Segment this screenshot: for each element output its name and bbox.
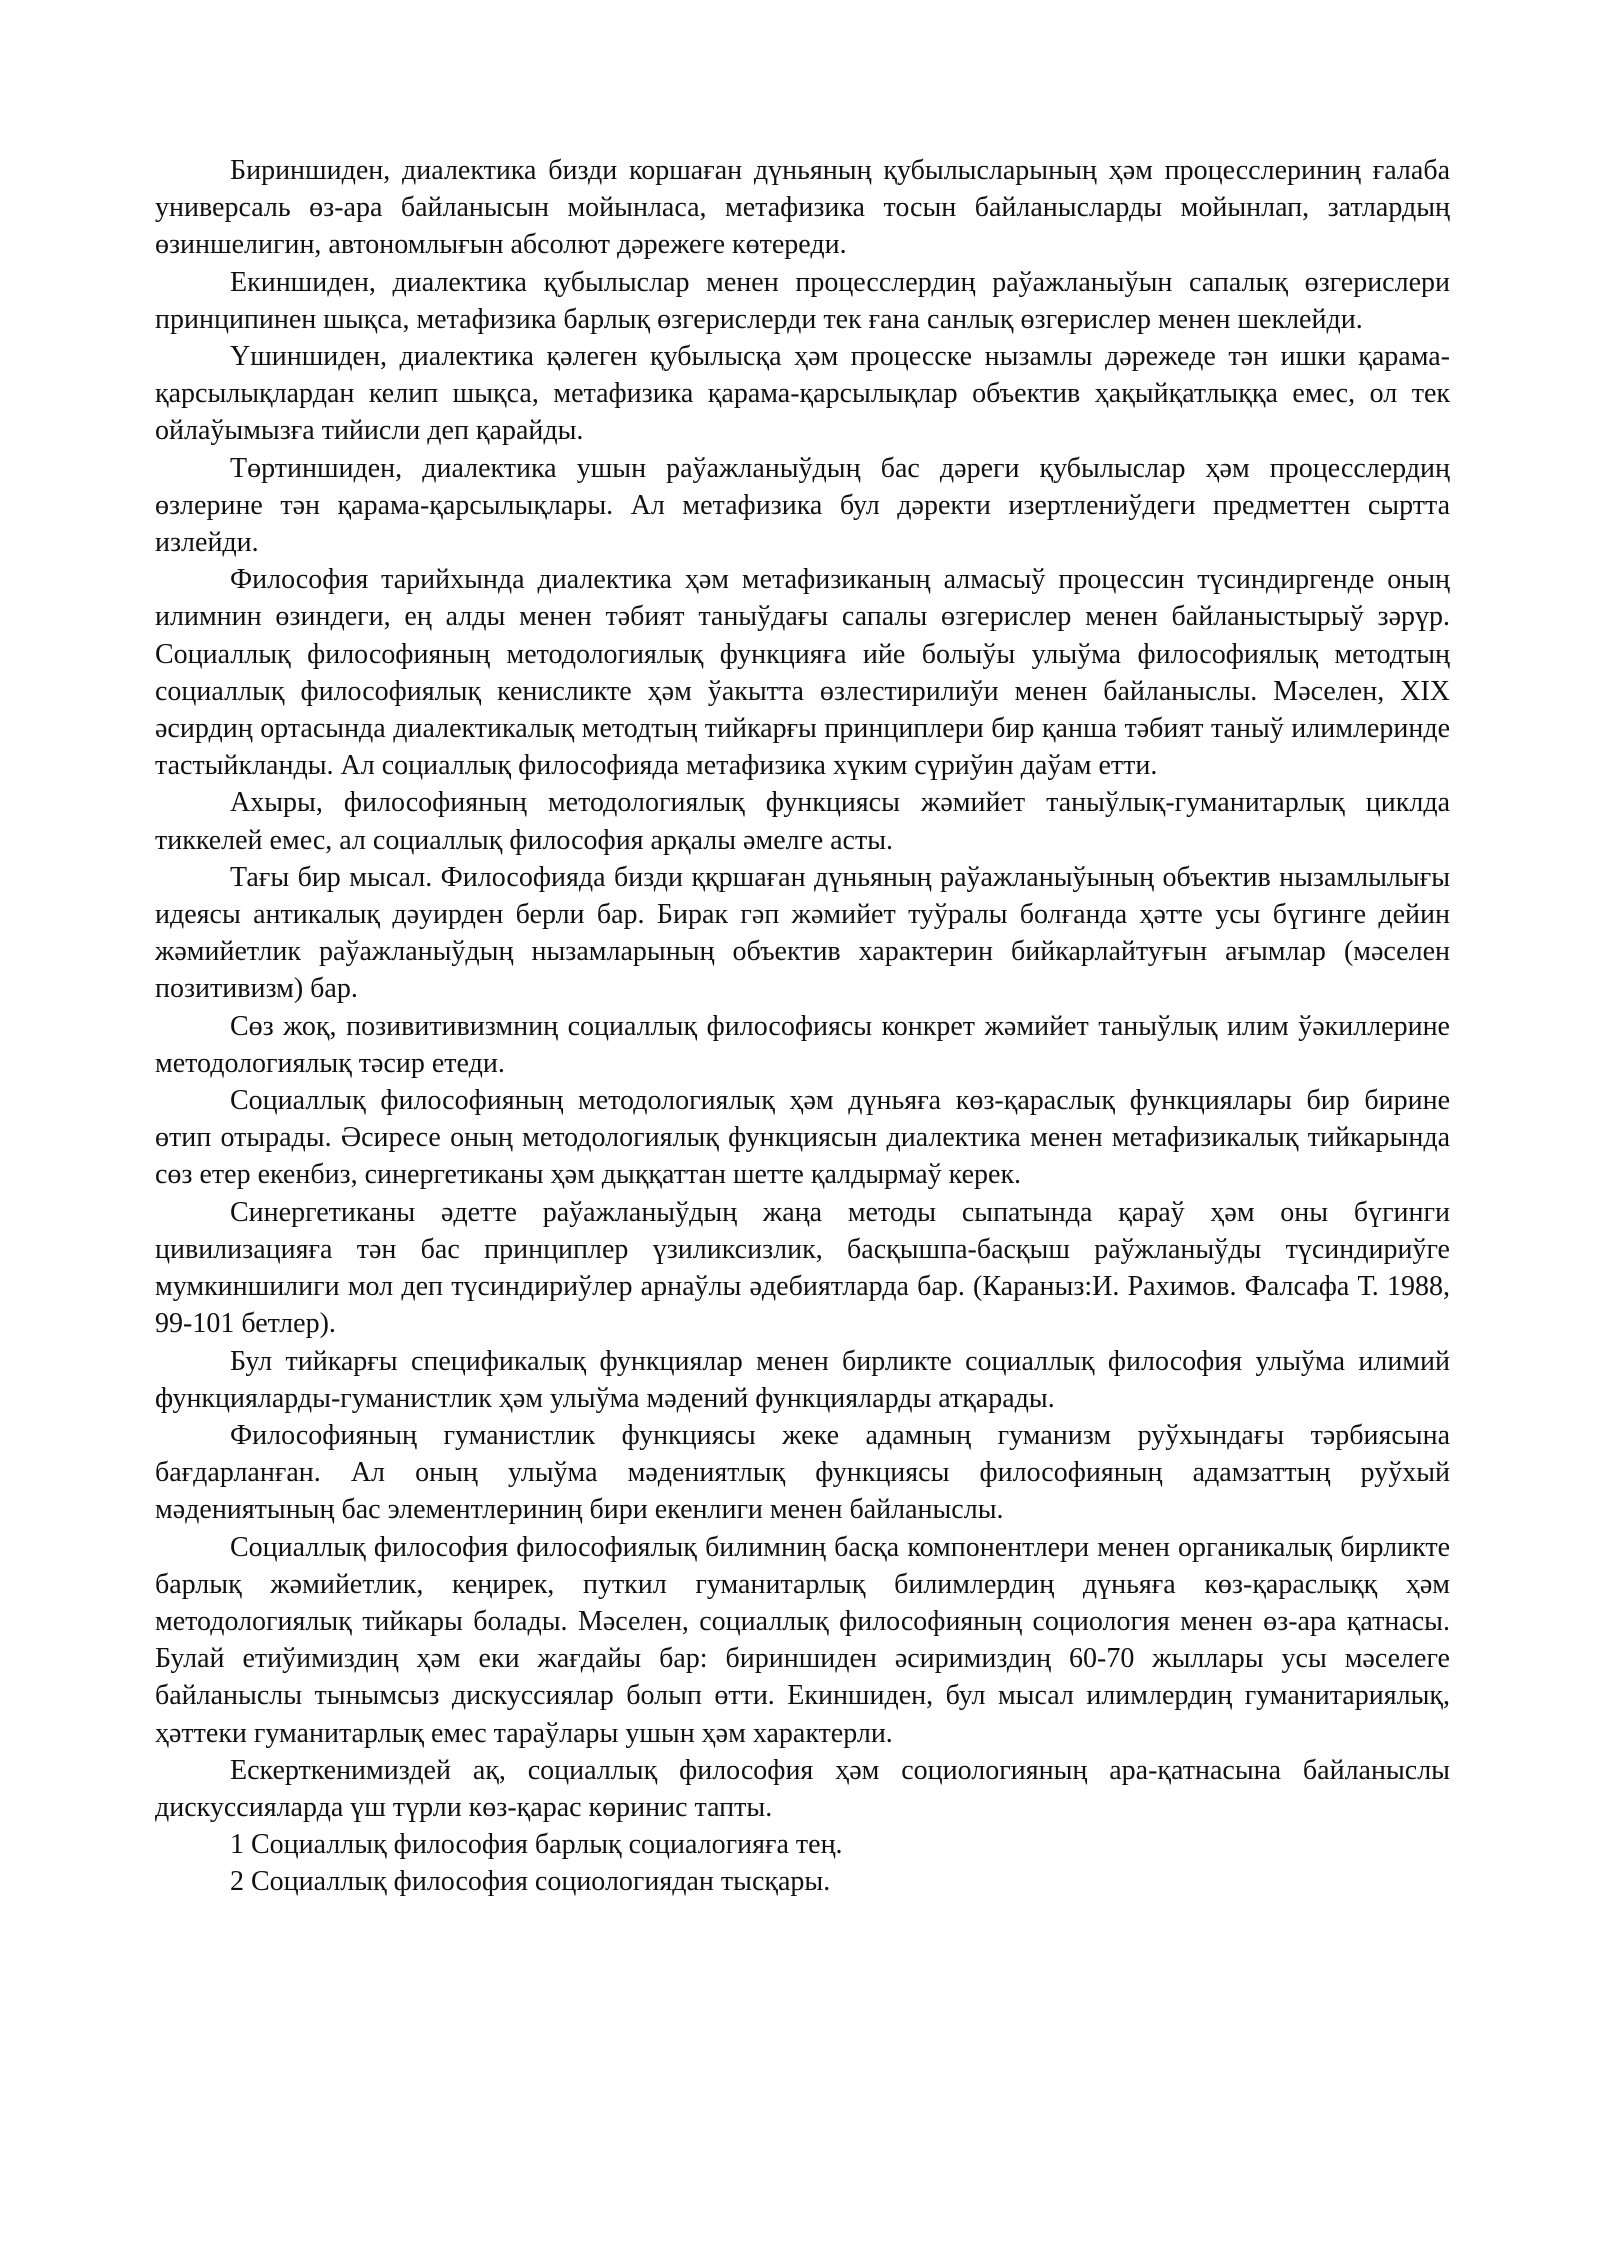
list-item-2: 2 Социаллық философия социологиядан тысқары. (230, 1866, 831, 1898)
paragraph-13: Социаллық философия философиялық билимниң басқа компонентлери менен органикалық бирликте барлық жәмийетлик, кеңирек, путкил гуманитарлық билимлердиң дүньяға көз-қараслыққ ҳәм методологиялық тийкары болады. Мәселен, социаллық философияның социология менен өз-ара қатнасы. Булай етиўимиздиң ҳәм еки жағдайы бар: бириншиден әсиримиздиң 60-70 жыллары усы мәселеге байланыслы тынымсыз дискуссиялар болып өтти. Екиншиден, бул мысал илимлердиң гуманитариялық, ҳәттеки гуманитарлық емес тараўлары ушын ҳәм характерли. (155, 1531, 1450, 1749)
paragraph-5: Философия тарийхында диалектика ҳәм метафизиканың алмасыў процессин түсиндиргенде оның илимнин өзиндеги, ең алды менен тәбият таныўдағы сапалы өзгерислер менен байланыстырыў зәрүр. Социаллық философияның методологиялық функцияға ийе болыўы улыўма философиялық методтың социаллық философиялық кенисликте ҳәм ўакытта өзлестирилиўи менен байланыслы. Мәселен, XIX әсирдиң ортасында диалектикалық методтың тийкарғы принциплери бир қанша тәбият таныў илимлеринде тастыйкланды. Ал социаллық философияда метафизика хүким сүриўин даўам етти. (155, 564, 1450, 782)
paragraph-8: Сөз жоқ, позивитивизмниң социаллық философиясы конкрет жәмийет таныўлық илим ўәкиллерине методологиялық тәсир етеди. (155, 1010, 1450, 1079)
paragraph-4: Төртиншиден, диалектика ушын раўажланыўдың бас дәреги қубылыслар ҳәм процесслердиң өзлерине тән қарама-қарсылықлары. Ал метафизика бул дәректи изертлениўдеги предметтен сыртта излейди. (155, 452, 1450, 559)
paragraph-6: Ахыры, философияның методологиялық функциясы жәмийет таныўлық-гуманитарлық циклда тиккелей емес, ал социаллық философия арқалы әмелге асты. (155, 787, 1450, 856)
paragraph-10: Синергетиканы әдетте раўажланыўдың жаңа методы сыпатында қараў ҳәм оны бүгинги цивилизацияға тән бас принциплер үзиликсизлик, басқышпа-басқыш раўжланыўды түсиндириўге мумкиншилиги мол деп түсиндириўлер арнаўлы әдебиятларда бар. (Караныз:И. Рахимов. Фалсафа Т. 1988, 99-101 бетлер). (155, 1196, 1450, 1340)
paragraph-14: Ескерткенимиздей ақ, социаллық философия ҳәм социологияның ара-қатнасына байланыслы дискуссияларда үш түрли көз-қарас көринис тапты. (155, 1754, 1450, 1823)
paragraph-7: Тағы бир мысал. Философияда бизди ққршаған дүньяның раўажланыўының объектив нызамлылығы идеясы антикалық дәуирден берли бар. Бирак гәп жәмийет туўралы болғанда ҳәтте усы бүгинге дейин жәмийетлик раўажланыўдың нызамларының объектив характерин бийкарлайтуғын ағымлар (мәселен позитивизм) бар. (155, 861, 1450, 1005)
paragraph-11: Бул тийкарғы спецификалық функциялар менен бирликте социаллық философия улыўма илимий функцияларды-гуманистлик ҳәм улыўма мәдений функцияларды атқарады. (155, 1345, 1450, 1414)
paragraph-3: Үшиншиден, диалектика қәлеген қубылысқа ҳәм процесске нызамлы дәрежеде тән ишки қарама-қарсылықлардан келип шықса, метафизика қарама-қарсылықлар объектив ҳақыйқатлыққа емес, ол тек ойлаўымызға тийисли деп қарайды. (155, 341, 1450, 447)
paragraph-2: Екиншиден, диалектика қубылыслар менен процесслердиң раўажланыўын сапалық өзгерислери принципинен шықса, метафизика барлық өзгерислерди тек ғана санлық өзгерислер менен шеклейди. (155, 266, 1450, 335)
paragraph-9: Социаллық философияның методологиялық ҳәм дүньяға көз-қараслық функциялары бир бирине өтип отырады. Әсиресе оның методологиялық функциясын диалектика менен метафизикалық тийкарында сөз етер екенбиз, синергетиканы ҳәм дыққаттан шетте қалдырмаў керек. (155, 1085, 1450, 1191)
list-item-1: 1 Социаллық философия барлық социалогияға тең. (230, 1829, 843, 1861)
paragraph-1: Бириншиден, диалектика бизди коршаған дүньяның қубылысларының ҳәм процесслериниң ғалаба универсаль өз-ара байланысын мойынласа, метафизика тосын байланысларды мойынлап, затлардың өзиншелигин, автономлығын абсолют дәрежеге көтереди. (155, 155, 1450, 261)
document-page (155, 152, 1450, 1901)
paragraph-12: Философияның гуманистлик функциясы жеке адамның гуманизм руўхындағы тәрбиясына бағдарланған. Ал оның улыўма мәдениятлық функциясы философияның адамзаттың руўхый мәдениятының бас элементлериниң бири екенлиги менен байланыслы. (155, 1419, 1450, 1526)
